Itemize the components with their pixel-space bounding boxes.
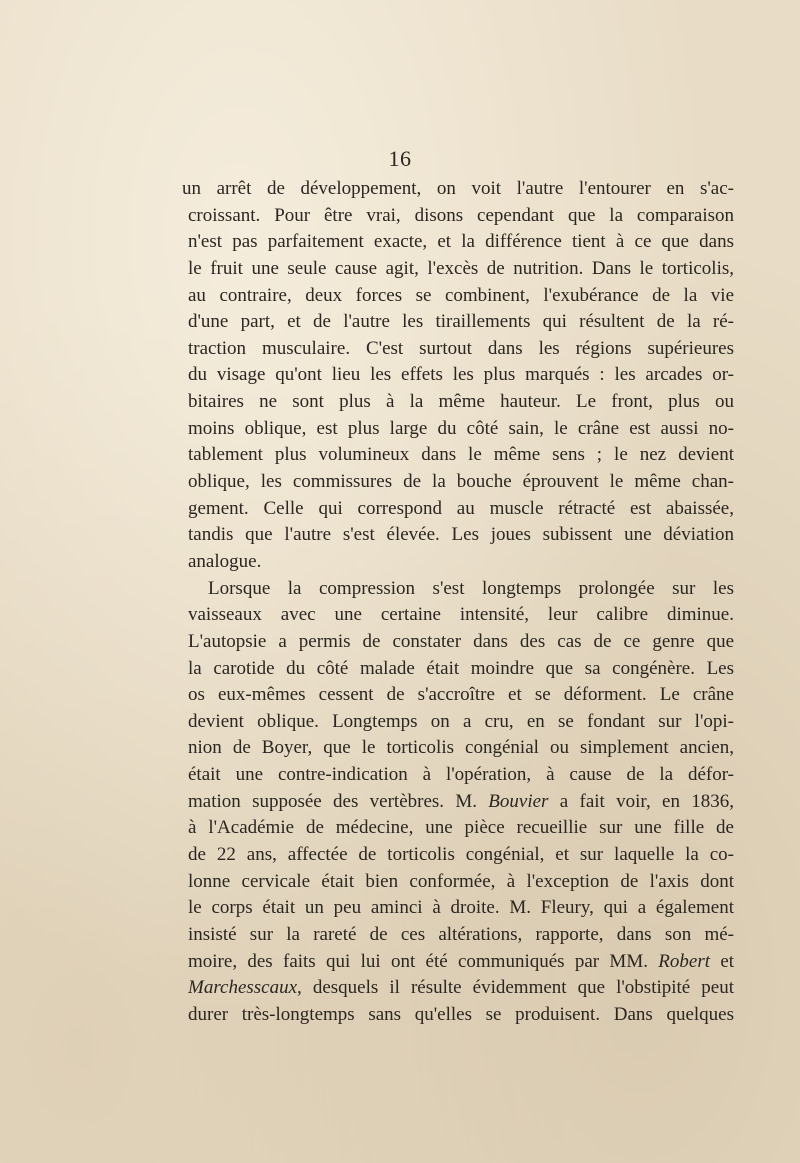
- text-line-with-italic: [188, 789, 734, 816]
- text-line: durer très-longtemps sans qu'elles se produisent. Dans quelques: [188, 1003, 734, 1025]
- text-line: bitaires ne sont plus à la même hauteur. Le front, plus ou: [188, 391, 734, 413]
- text-line: devient oblique. Longtemps on a cru, en se fondant sur l'opi-: [188, 710, 734, 732]
- text-line: croissant. Pour être vrai, disons cependant que la comparaison: [188, 204, 734, 226]
- text-line: du visage qu'ont lieu les effets les plus marqués : les arcades or-: [188, 364, 734, 386]
- text-segment: mation supposée des vertèbres. M.: [188, 790, 477, 812]
- text-line: n'est pas parfaitement exacte, et la différence tient à ce que dans: [188, 231, 734, 253]
- body-text: [182, 176, 734, 1029]
- text-line: un arrêt de développement, on voit l'autre l'entourer en s'ac-: [182, 178, 734, 199]
- text-line: nion de Boyer, que le torticolis congénial ou simplement ancien,: [188, 737, 734, 759]
- text-line: moins oblique, est plus large du côté sain, le crâne est aussi no-: [188, 417, 734, 439]
- text-line: oblique, les commissures de la bouche éprouvent le même chan-: [188, 471, 734, 493]
- text-segment: moire, des faits qui lui ont été communiqués par MM.: [188, 950, 648, 972]
- text-line: lonne cervicale était bien conformée, à l'exception de l'axis dont: [188, 870, 734, 892]
- text-line: le fruit une seule cause agit, l'excès de nutrition. Dans le torticolis,: [188, 257, 734, 279]
- text-line: vaisseaux avec une certaine intensité, leur calibre diminue.: [188, 604, 734, 626]
- text-line: os eux-mêmes cessent de s'accroître et se déforment. Le crâne: [188, 684, 734, 706]
- text-line: la carotide du côté malade était moindre que sa congénère. Les: [188, 657, 734, 679]
- author-name-italic: Bouvier: [488, 790, 549, 812]
- text-line: analogue.: [188, 550, 262, 572]
- text-line: le corps était un peu aminci à droite. M. Fleury, qui a également: [188, 897, 734, 919]
- text-line: d'une part, et de l'autre les tiraillements qui résultent de la ré-: [188, 311, 734, 333]
- text-line: tandis que l'autre s'est élevée. Les joues subissent une déviation: [188, 524, 734, 546]
- text-line: L'autopsie a permis de constater dans des cas de ce genre que: [188, 630, 734, 652]
- text-segment: desquels il résulte évidemment que l'obstipité peut: [312, 977, 734, 999]
- text-line-with-italic: [188, 949, 734, 976]
- text-line-with-italic: [188, 975, 734, 1002]
- text-line: était une contre-indication à l'opération, à cause de la défor-: [188, 764, 734, 786]
- author-name-italic: Marchesscaux,: [188, 977, 302, 999]
- text-line: insisté sur la rareté de ces altérations, rapporte, dans son mé-: [188, 923, 734, 945]
- text-line: tablement plus volumineux dans le même sens ; le nez devient: [188, 444, 734, 466]
- text-line: gement. Celle qui correspond au muscle rétracté est abaissée,: [188, 497, 734, 519]
- text-line: à l'Académie de médecine, une pièce recueillie sur une fille de: [188, 817, 734, 839]
- text-line: au contraire, deux forces se combinent, l'exubérance de la vie: [188, 284, 734, 306]
- text-segment: a fait voir, en 1836,: [559, 790, 734, 812]
- text-line: Lorsque la compression s'est longtemps prolongée sur les: [208, 577, 734, 599]
- text-line: de 22 ans, affectée de torticolis congénial, et sur laquelle la co-: [188, 844, 734, 866]
- text-segment: et: [720, 950, 734, 972]
- page-number: 16: [388, 146, 412, 171]
- author-name-italic: Robert: [658, 950, 710, 972]
- text-line: traction musculaire. C'est surtout dans les régions supérieures: [188, 337, 734, 359]
